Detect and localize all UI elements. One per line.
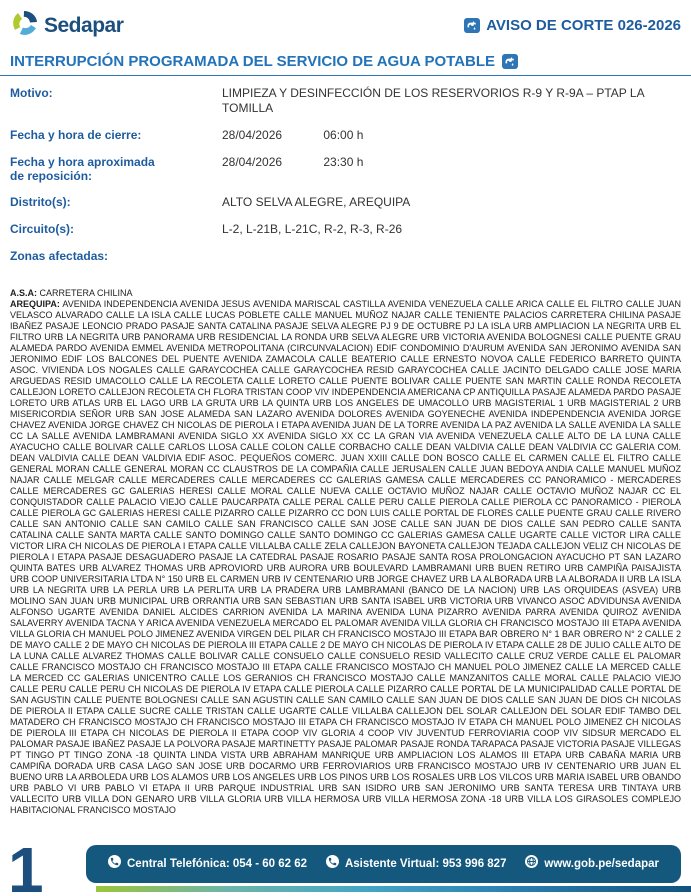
zones-body [0,275,691,875]
brand-name: Sedapar [44,13,124,37]
asa-value: CARRETERA CHILINA [37,288,133,298]
field-value [222,155,681,183]
field-row-motivo [10,86,681,116]
page-title-row [0,43,691,76]
footer-bar [86,845,681,883]
asa-line [10,288,681,299]
website-link[interactable]: www.gob.pe/sedapar [544,858,659,870]
field-date: 28/04/2026 [222,155,283,169]
contact-assistant [326,855,507,873]
phone-icon [326,855,339,873]
field-label: Fecha y hora de cierre: [10,128,142,142]
contact-assistant-label: Asistente Virtual: 953 996 827 [344,858,507,870]
page-number: 1 [8,834,44,896]
notice-badge [464,17,681,34]
field-value [222,249,681,263]
field-time: 23:30 h [323,155,364,169]
field-row-reposicion [10,155,681,183]
footer-stripe [96,886,691,892]
notice-title: AVISO DE CORTE 026-2026 [486,17,681,34]
field-label: Distrito(s): [10,195,71,209]
field-row-distritos [10,195,681,210]
field-value: L-2, L-21B, L-21C, R-2, R-3, R-26 [222,222,403,236]
field-value: LIMPIEZA Y DESINFECCIÓN DE LOS RESERVORIOS R-9 Y R-9A – PTAP LA TOMILLA [222,86,644,115]
sedapar-swirl-icon [10,8,40,43]
arequipa-label: AREQUIPA: [10,299,60,309]
field-label: Fecha y hora aproximada de reposición: [10,155,155,183]
page-title: INTERRUPCIÓN PROGRAMADA DEL SERVICIO DE AGUA POTABLE [10,53,496,70]
sedapar-logo [10,8,123,43]
field-date: 28/04/2026 [222,128,283,142]
contact-phone-label: Central Telefónica: 054 - 60 62 62 [127,858,308,870]
header [0,0,691,43]
zones-paragraph [10,299,681,816]
field-time: 06:00 h [323,128,364,142]
field-value: ALTO SELVA ALEGRE, AREQUIPA [222,195,411,209]
phone-icon [108,855,121,873]
field-row-cierre [10,128,681,143]
asa-label: A.S.A: [10,288,37,298]
field-row-zonas [10,249,681,263]
field-label: Motivo: [10,86,53,100]
field-row-circuitos [10,222,681,237]
field-value [222,128,681,143]
faucet-icon [502,54,518,69]
field-label: Zonas afectadas: [10,249,109,263]
field-label: Circuito(s): [10,222,74,236]
contact-website [525,855,659,873]
globe-icon [525,855,538,873]
contact-phone [108,855,307,873]
faucet-icon [464,18,480,33]
arequipa-text: AVENIDA INDEPENDENCIA AVENIDA JESUS AVENIDA MARISCAL CASTILLA AVENIDA VENEZUELA CALLE ARICA CALLE EL FILTRO CALLE JUAN VELASCO ALVARADO CALLE LA ISLA CALLE LUCAS POBLETE CALLE MANUEL MUÑOZ NAJAR CALLE TENIENTE PALACIOS CARRETERA CHILINA PASAJE IBAÑEZ PASAJE LEONCIO PRADO PASAJE SANTA CATALINA PASAJE SELVA ALEGRE PJ 9 DE OCTUBRE PJ LA ISLA URB AMPLIACION LA NEGRITA URB EL FILTRO URB LA NEGRITA URB PANORAMA URB RESIDENCIAL LA RONDA URB SELVA ALEGRE URB VICTORIA AVENIDA BOLOGNESI CALLE PUENTE GRAU ALAMEDA PARDO AVENIDA EMMEL AVENIDA METROPOLITANA (CIRCUNVALACION) EDIF CONDOMINIO D'AURUM AVENIDA SAN JERONIMO AVENIDA SAN JERONIMO EDIF LOS BALCONES DEL PUENTE AVENIDA ZAMACOLA CALLE BEATERIO CALLE ERNESTO NOVOA CALLE FEDERICO BARRETO QUINTA ASOC. VIVIENDA LOS NOGALES CALLE GARAYCOCHEA CALLE GARAYCOCHEA RESID GARAYCOCHEA CALLE JACINTO DELGADO CALLE JOSE MARIA ARGUEDAS RESID UMACOLLO CALLE LA RECOLETA CALLE LORETO CALLE PUENTE BOLIVAR CALLE PUENTE SAN MARTIN CALLE RONDA RECOLETA CALLEJON LORETO CALLEJON RECOLETA CH FLORA TRISTAN COOP VIV INDEPENDENCIA AMERICANA CP ANTIQUILLA PASAJE ALAMEDA PARDO PASAJE LORETO URB ATLAS URB EL LAGO URB LA GRUTA URB LA QUINTA URB LOS ANGELES DE UMACOLLO URB MAGISTERIAL 1 URB MAGISTERIAL 2 URB MISERICORDIA SEÑOR URB SAN JOSE ALAMEDA SAN LAZARO AVENIDA DOLORES AVENIDA GOYENECHE AVENIDA INDEPENDENCIA AVENIDA JORGE CHAVEZ AVENIDA JORGE CHAVEZ CH NICOLAS DE PIEROLA I ETAPA AVENIDA JUAN DE LA TORRE AVENIDA LA PAZ AVENIDA LA SALLE AVENIDA LA SALLE CC LA SALLE AVENIDA LAMBRAMANI AVENIDA SIGLO XX AVENIDA SIGLO XX CC LA GRAN VIA AVENIDA VENEZUELA CALLE ALTO DE LA LUNA CALLE AYACUCHO CALLE BOLIVAR CALLE CARLOS LLOSA CALLE COLON CALLE CORBACHO CALLE DEAN VALDIVIA CALLE DEAN VALDIVIA CC GALERIA COM. DEAN VALDIVIA CALLE DEAN VALDIVIA EDIF ASOC. PEQUEÑOS COMERC. JUAN XXIII CALLE DON BOSCO CALLE EL CARMEN CALLE EL FILTRO CALLE GENERAL MORAN CALLE GENERAL MORAN CC CLAUSTROS DE LA COMPAÑIA CALLE JERUSALEN CALLE JUAN BEDOYA ANDIA CALLE MANUEL MUÑOZ NAJAR CALLE MELGAR CALLE MERCADERES CALLE MERCADERES CC GALERIAS GAMESA CALLE MERCADERES CC PANORAMICO - MERCADERES CALLE MERCADERES GC GALERIAS HERESI CALLE MORAL CALLE NUEVA CALLE OCTAVIO MUÑOZ NAJAR CALLE OCTAVIO MUÑOZ NAJAR CC EL CONQUISTADOR CALLE PALACIO VIEJO CALLE PAUCARPATA CALLE PERAL CALLE PERU CALLE PIEROLA CALLE PIEROLA CC PANORAMICO - PIEROLA CALLE PIEROLA GC GALERIAS HERESI CALLE PIZARRO CALLE PIZARRO CC DON LUIS CALLE PORTAL DE FLORES CALLE PUENTE GRAU CALLE RIVERO CALLE SAN ANTONIO CALLE SAN CAMILO CALLE SAN FRANCISCO CALLE SAN JOSE CALLE SAN JUAN DE DIOS CALLE SAN PEDRO CALLE SANTA CATALINA CALLE SANTA MARTA CALLE SANTO DOMINGO CALLE SANTO DOMINGO CC GALERIAS GAMESA CALLE UGARTE CALLE VICTOR LIRA CALLE VICTOR LIRA CH NICOLAS DE PIEROLA I ETAPA CALLE VILLALBA CALLE ZELA CALLEJON BAYONETA CALLEJON TEJADA CALLEJON VELIZ CH NICOLAS DE PIEROLA I ETAPA PASAJE DESAGUADERO PASAJE LA CATEDRAL PASAJE ROSARIO PASAJE SANTA ROSA PROLONGACION AYACUCHO PT SAN LAZARO QUINTA BATES URB ALVAREZ THOMAS URB APROVIORD URB AURORA URB BOULEVARD LAMBRAMANI URB BUEN RETIRO URB CAMPIÑA PAISAJISTA URB COOP UNIVERSITARIA LTDA N° 150 URB EL CARMEN URB IV CENTENARIO URB JORGE CHAVEZ URB LA ALBORADA URB LA ALBORADA II URB LA ISLA URB LA NEGRITA URB LA PERLA URB LA PERLITA URB LA PRADERA URB LAMBRAMANI (BANCO DE LA NACION) URB LAS ORQUIDEAS (ASVEA) URB MOLINO SAN JUAN URB MUNICIPAL URB ORRANTIA URB SAN SEBASTIAN URB SANTA ISABEL URB VICTORIA URB VIVANCO ASOC ADVIDUNSA AVENIDA ALFONSO UGARTE AVENIDA DANIEL ALCIDES CARRION AVENIDA LA MARINA AVENIDA LUNA PIZARRO AVENIDA PARRA AVENIDA QUIROZ AVENIDA SALAVERRY AVENIDA TACNA Y ARICA AVENIDA VENEZUELA MERCADO EL PALOMAR AVENIDA VILLA GLORIA CH FRANCISCO MOSTAJO III ETAPA AVENIDA VILLA GLORIA CH MANUEL POLO JIMENEZ AVENIDA VIRGEN DEL PILAR CH FRANCISCO MOSTAJO III ETAPA BAR OBRERO N° 1 BAR OBRERO N° 2 CALLE 2 DE MAYO CALLE 2 DE MAYO CH NICOLAS DE PIEROLA III ETAPA CALLE 2 DE MAYO CH NICOLAS DE PIEROLA IV ETAPA CALLE 28 DE JULIO CALLE ALTO DE LA LUNA CALLE ALVAREZ THOMAS CALLE BOLIVAR CALLE CONSUELO CALLE CONSUELO RESID VALLECITO CALLE CRUZ VERDE CALLE EL PALOMAR CALLE FRANCISCO MOSTAJO CH FRANCISCO MOSTAJO III ETAPA CALLE FRANCISCO MOSTAJO CH MANUEL POLO JIMENEZ CALLE LA MERCED CALLE LA MERCED CC GALERIAS UNICENTRO CALLE LOS GERANIOS CH FRANCISCO MOSTAJO CALLE MANZANITOS CALLE MORAL CALLE PALACIO VIEJO CALLE PERU CALLE PERU CH NICOLAS DE PIEROLA IV ETAPA CALLE PIEROLA CALLE PIZARRO CALLE PORTAL DE LA MUNICIPALIDAD CALLE PORTAL DE SAN AGUSTIN CALLE PUENTE BOLOGNESI CALLE SAN AGUSTIN CALLE SAN CAMILO CALLE SAN JUAN DE DIOS CALLE SAN JUAN DE DIOS CH NICOLAS DE PIEROLA II ETAPA CALLE SUCRE CALLE TRISTAN CALLE UGARTE CALLE VILLALBA CALLEJON DEL SOLAR CALLEJON DEL SOLAR EDIF TAMBO DEL MATADERO CH FRANCISCO MOSTAJO CH FRANCISCO MOSTAJO III ETAPA CH FRANCISCO MOSTAJO IV ETAPA CH MANUEL POLO JIMENEZ CH NICOLAS DE PIEROLA III ETAPA CH NICOLAS DE PIEROLA II ETAPA COOP VIV GLORIA 4 COOP VIV JUVENTUD FERROVIARIA COOP VIV SIDSUR MERCADO EL PALOMAR PASAJE IBAÑEZ PASAJE LA POLVORA PASAJE MARTINETTY PASAJE PALOMAR PASAJE RONDA TARAPACA PASAJE VICTORIA PASAJE VILLEGAS PT TINGO PT TINGO ZONA -18 QUINTA LINDA VISTA URB ABRAHAM MANRIQUE URB AMPLIACION LOS ALAMOS III ETAPA URB CABAÑA MARIA URB CAMPIÑA DORADA URB CASA LAGO SAN JOSE URB DOCARMO URB FERROVIARIOS URB FRANCISCO MOSTAJO URB IV CENTENARIO URB JUAN EL BUENO URB LA ARBOLEDA URB LOS ALAMOS URB LOS ANGELES URB LOS PINOS URB LOS ROSALES URB LOS VILCOS URB MARIA ISABEL URB OBANDO URB PABLO VI URB PABLO VI ETAPA II URB PARQUE INDUSTRIAL URB SAN ISIDRO URB SAN JERONIMO URB SANTA TERESA URB TINTAYA URB VALLECITO URB VILLA DON GENARO URB VILLA GLORIA URB VILLA HERMOSA URB VILLA HERMOSA ZONA -18 URB VILLA LOS GIRASOLES COMPLEJO HABITACIONAL FRANCISCO MOSTAJO [10,299,681,815]
fields-section [0,76,691,263]
